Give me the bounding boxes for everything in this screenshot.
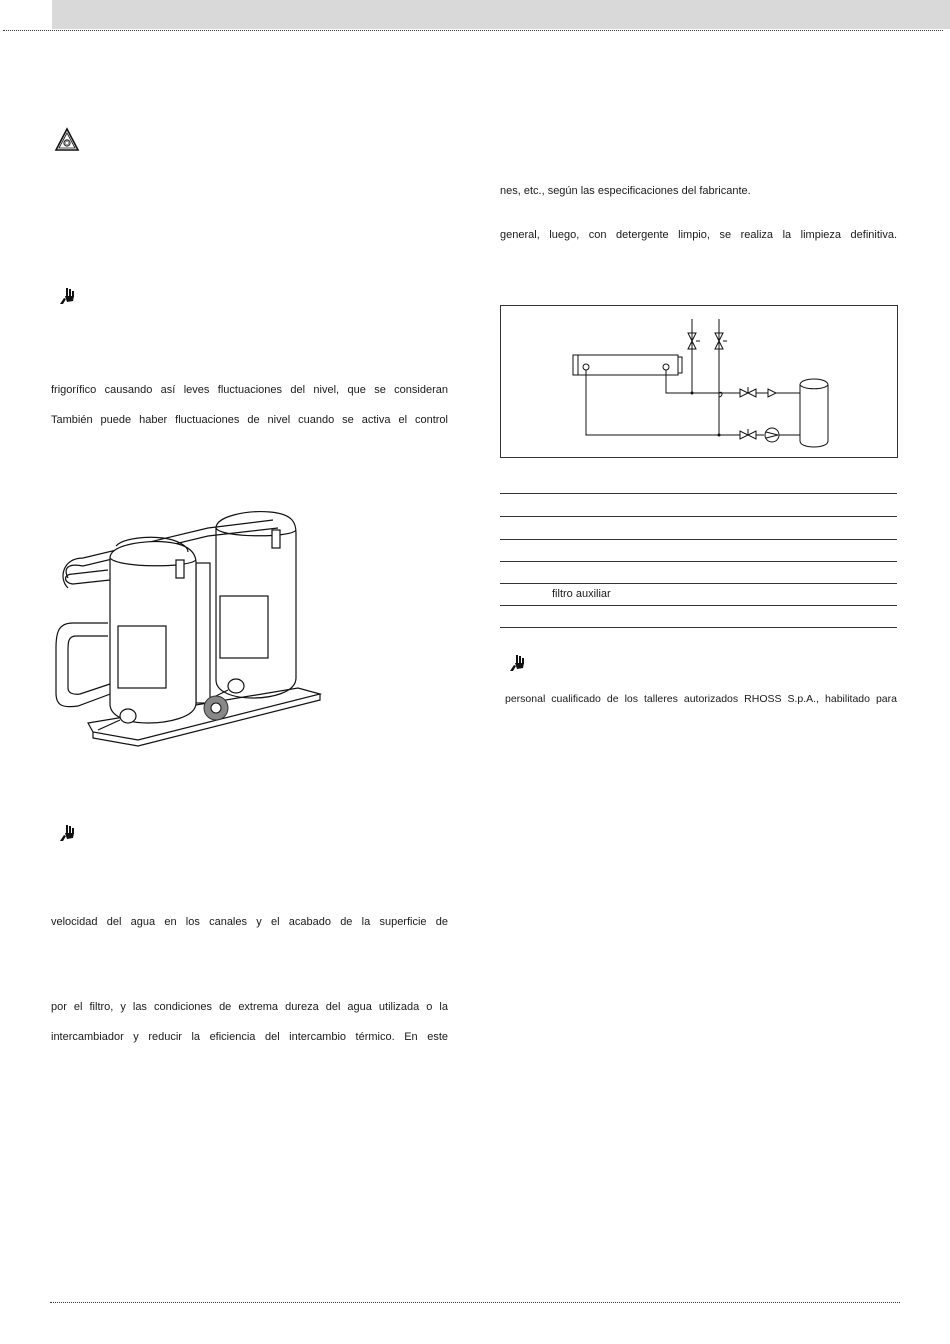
paragraph-line: intercambiador y reducir la eficiencia del intercambio térmico. En este (51, 1031, 448, 1043)
table-rule (500, 493, 897, 494)
bottom-dotted-rule (50, 1302, 900, 1303)
hydraulic-schematic (500, 305, 898, 458)
paragraph-line: También puede haber fluctuaciones de nivel cuando se activa el control (51, 414, 448, 426)
table-rule (500, 561, 897, 562)
paragraph-line: velocidad del agua en los canales y el acabado de la superficie de (51, 916, 448, 928)
technician-hand-icon (57, 823, 77, 843)
table-cell-auxiliary-filter: filtro auxiliar (552, 588, 611, 600)
paragraph-line: nes, etc., según las especificaciones del fabricante. (500, 185, 751, 197)
compressor-illustration (48, 508, 328, 753)
top-dotted-rule (3, 30, 943, 31)
technician-hand-icon (507, 653, 527, 673)
table-rule (500, 583, 897, 584)
table-rule (500, 627, 897, 628)
paragraph-line: frigorífico causando así leves fluctuaciones del nivel, que se consideran (51, 384, 448, 396)
table-rule (500, 516, 897, 517)
paragraph-line: general, luego, con detergente limpio, se realiza la limpieza definitiva. (500, 229, 897, 241)
warning-triangle-gear-icon (54, 127, 80, 153)
table-rule (500, 539, 897, 540)
technician-hand-icon (57, 286, 77, 306)
paragraph-line: por el filtro, y las condiciones de extrema dureza del agua utilizada o la (51, 1001, 448, 1013)
table-rule (500, 605, 897, 606)
header-bar (52, 0, 950, 29)
paragraph-line: personal cualificado de los talleres autorizados RHOSS S.p.A., habilitado para (505, 693, 897, 705)
